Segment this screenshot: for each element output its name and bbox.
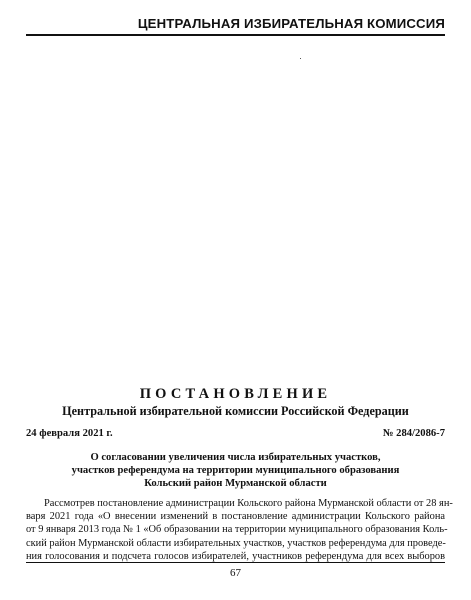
page-number: 67 xyxy=(230,567,241,579)
body-line: от 9 января 2013 года № 1 «Об образовании на территории муниципального образования Коль- xyxy=(26,524,448,536)
resolution-number: № 284/2086-7 xyxy=(382,428,445,439)
header-divider xyxy=(26,34,445,36)
subject-line: О согласовании увеличения числа избирательных участков, xyxy=(90,452,381,463)
journal-header-title: ЦЕНТРАЛЬНАЯ ИЗБИРАТЕЛЬНАЯ КОМИССИЯ xyxy=(137,16,445,31)
issuer-heading: Центральной избирательной комиссии Российской Федерации xyxy=(62,404,409,418)
subject-line: участков референдума на территории муниципального образования xyxy=(71,465,400,476)
body-line: Рассмотрев постановление администрации Кольского района Мурманской области от 28 ян- xyxy=(44,498,453,509)
subject-line: Кольский район Мурманской области xyxy=(144,478,327,489)
body-line: варя 2021 года «О внесении изменений в постановление администрации Кольского района xyxy=(26,511,445,523)
resolution-subject xyxy=(26,451,445,490)
body-line: ский район Мурманской области избирательных участков, участков референдума для проведе- xyxy=(26,537,446,549)
resolution-body xyxy=(26,497,453,563)
document-type-heading: ПОСТАНОВЛЕНИЕ xyxy=(139,386,332,402)
body-line: ния голосования и подсчета голосов избирателей, участников референдума для всех выборов xyxy=(26,550,445,562)
footer-divider xyxy=(26,562,445,563)
resolution-date: 24 февраля 2021 г. xyxy=(26,428,113,439)
scan-speck xyxy=(300,58,301,59)
date-number-line xyxy=(26,428,445,443)
